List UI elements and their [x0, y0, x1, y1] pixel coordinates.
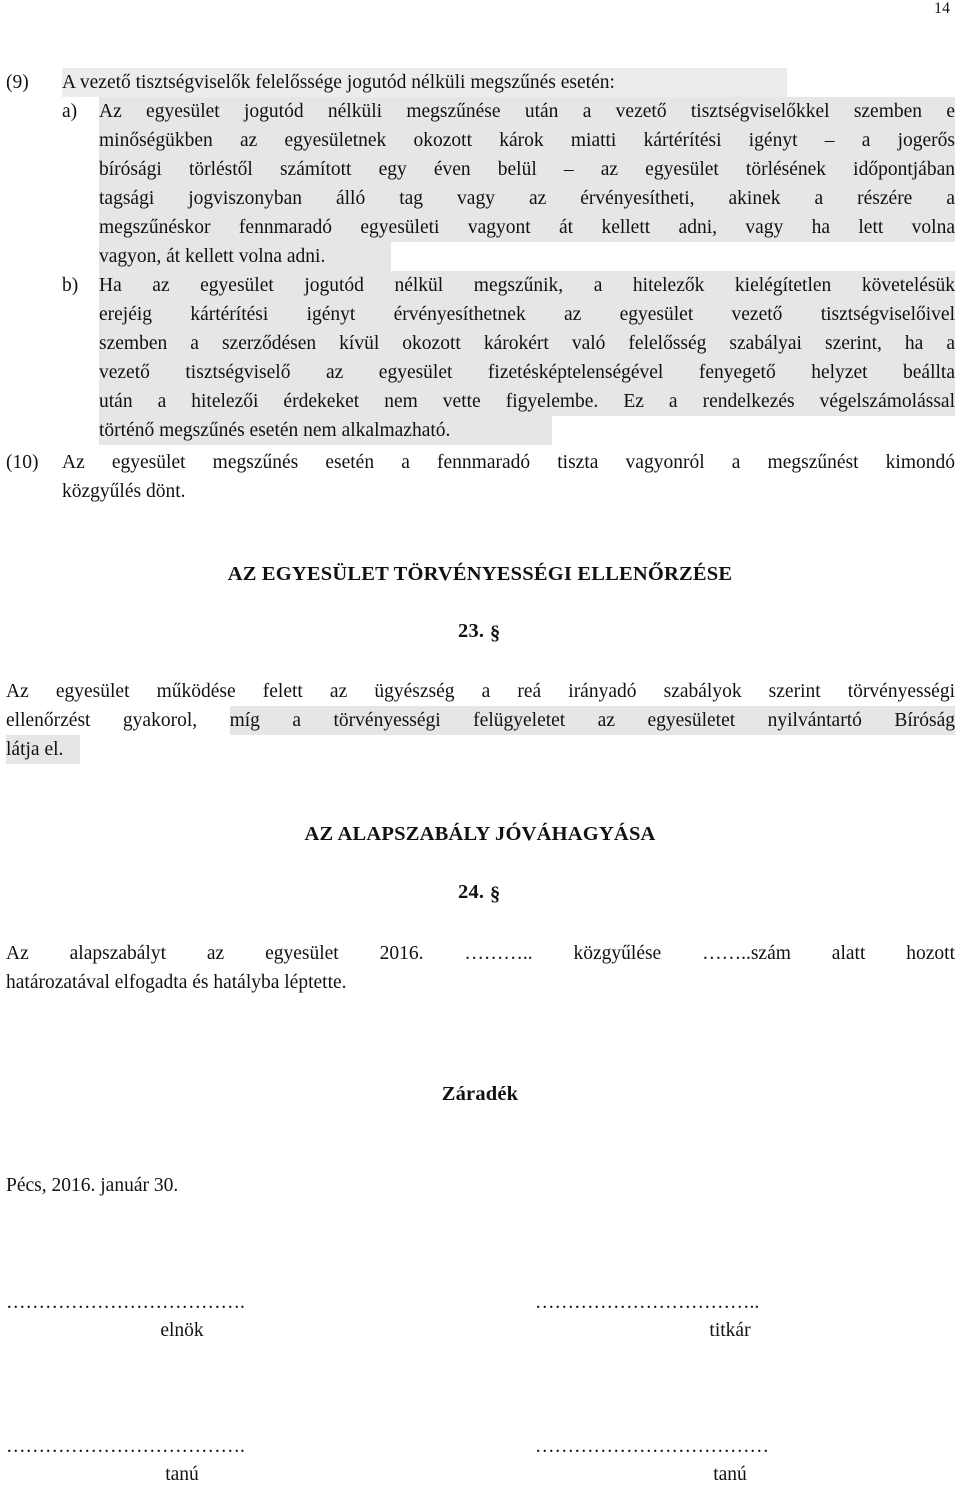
section24-line: határozatával elfogadta és hatályba léptette. [6, 972, 347, 993]
para9-b-line: erejéig kártérítési igényt érvényesíthetnek az egyesület vezető tisztségviselőivel [99, 300, 955, 329]
para9-b-line: vezető tisztségviselő az egyesület fizetésképtelenségével fenyegető helyzet beállta [99, 358, 955, 387]
para9-a-line: minőségükben az egyesületnek okozott károk miatti kártérítési igényt – a jogerős [99, 126, 955, 155]
para9-b-line: Ha az egyesület jogutód nélkül megszűnik, a hitelezők kielégítetlen követelésük [99, 271, 955, 300]
para10-line: közgyűlés dönt. [62, 481, 186, 502]
para9-number: (9) [6, 72, 29, 93]
section24-line: Az alapszabályt az egyesület 2016. ……….. közgyűlése ……..szám alatt hozott [6, 943, 955, 964]
section23-line: ellenőrzést gyakorol, míg a törvényességi felügyeletet az egyesületet nyilvántartó Bíróság [6, 706, 955, 735]
para10-number: (10) [6, 452, 39, 473]
para9-a-label: a) [62, 101, 78, 122]
para9-b-line: után a hitelezői érdekeket nem vette figyelembe. Ez a rendelkezés végelszámolással [99, 387, 955, 416]
section24-number: 24. [458, 881, 485, 903]
signature-label-titkar: titkár [709, 1320, 751, 1341]
page-number: 14 [934, 0, 950, 17]
section24-heading: AZ ALAPSZABÁLY JÓVÁHAGYÁSA [304, 823, 656, 845]
section-sign-icon: § [490, 622, 501, 644]
signature-line-tanu-2: ……………………………… [535, 1436, 769, 1457]
zaradek-heading: Záradék [441, 1083, 519, 1105]
signature-label-elnok: elnök [160, 1320, 204, 1341]
para9-a-line: tagsági jogviszonyban álló tag vagy az érvényesítheti, akinek a részére a [99, 184, 955, 213]
section23-number: 23. [458, 620, 485, 642]
signature-label-tanu-2: tanú [713, 1464, 747, 1485]
section23-line: látja el. [6, 735, 80, 764]
section23-heading: AZ EGYESÜLET TÖRVÉNYESSÉGI ELLENŐRZÉSE [227, 563, 733, 585]
para9-a-line: megszűnéskor fennmaradó egyesületi vagyont át kellett adni, vagy ha lett volna [99, 213, 955, 242]
para9-b-line: szemben a szerződésen kívül okozott károkért való felelősség szabályai szerint, ha a [99, 329, 955, 358]
section23-line: Az egyesület működése felett az ügyészség a reá irányadó szabályok szerint törvényességi [6, 681, 955, 702]
para9-a-line: Az egyesület jogutód nélküli megszűnése után a vezető tisztségviselőkkel szemben e [99, 97, 955, 126]
para9-b-label: b) [62, 275, 79, 296]
para10-line: Az egyesület megszűnés esetén a fennmaradó tiszta vagyonról a megszűnést kimondó [62, 452, 955, 473]
section-sign-icon: § [490, 883, 501, 905]
para9-a-line: vagyon, át kellett volna adni. [99, 242, 391, 271]
signature-line-titkar: …………………………….. [535, 1292, 760, 1313]
para9-title: A vezető tisztségviselők felelőssége jogutód nélküli megszűnés esetén: [62, 68, 787, 97]
para9-b-line: történő megszűnés esetén nem alkalmazható. [99, 416, 552, 445]
para9-a-line: bírósági törléstől számított egy éven belül – az egyesület törlésének időpontjában [99, 155, 955, 184]
place-date: Pécs, 2016. január 30. [6, 1175, 179, 1196]
signature-line-tanu-1: ………………………………. [6, 1436, 245, 1457]
signature-label-tanu-1: tanú [165, 1464, 199, 1485]
signature-line-elnok: ………………………………. [6, 1292, 245, 1313]
